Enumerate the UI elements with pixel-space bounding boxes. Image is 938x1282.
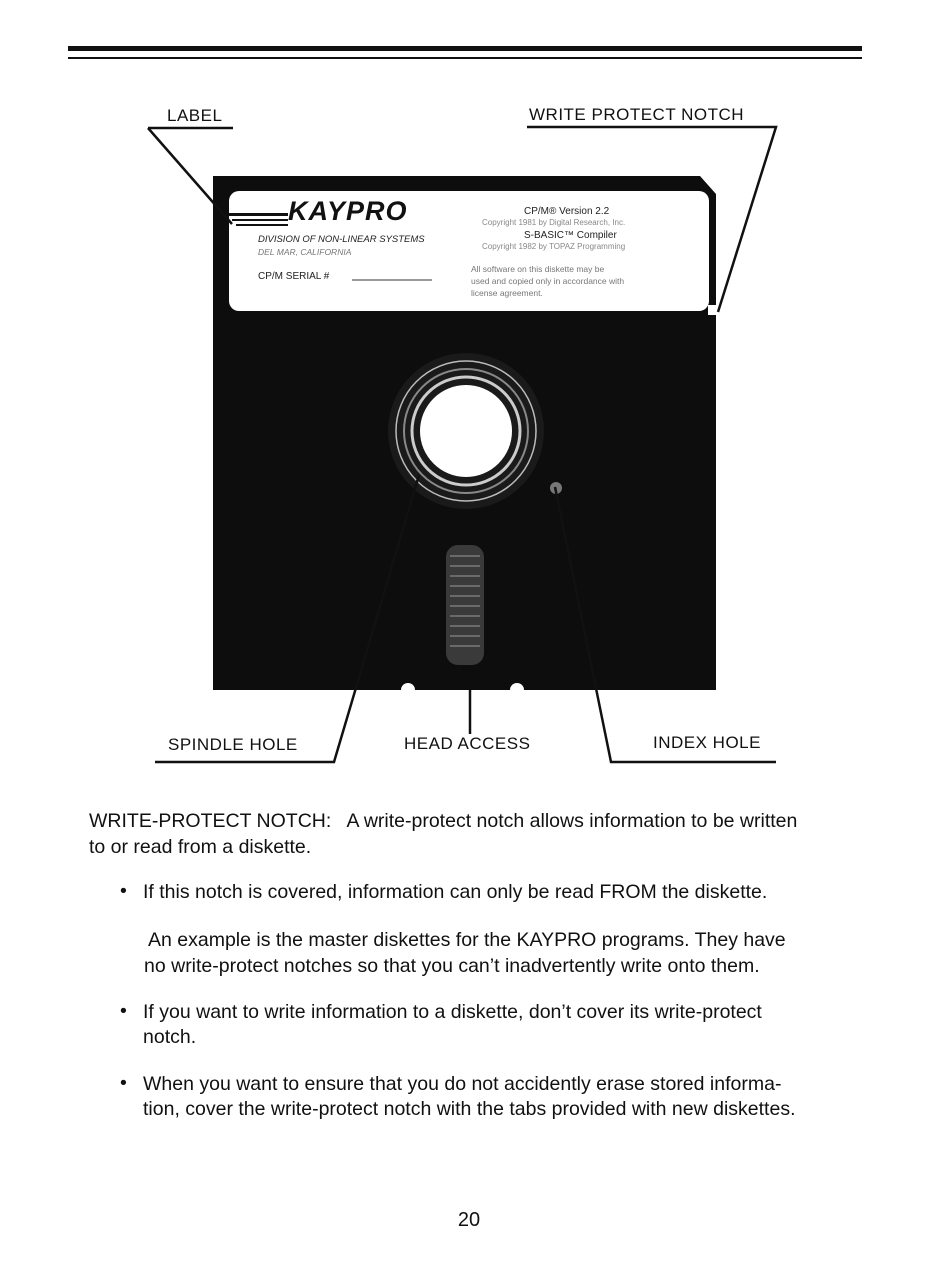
bullet-3-line-2: tion, cover the write-protect notch with the tabs provided with new diskettes.	[143, 1098, 796, 1120]
intro-line-1	[89, 809, 797, 834]
disk-notice-2: used and copied only in accordance with	[471, 276, 625, 286]
bullet-marker-2: •	[120, 1000, 127, 1022]
intro-line-2: to or read from a diskette.	[89, 836, 312, 858]
jacket-notch-left	[401, 683, 415, 697]
disk-serial-label: CP/M SERIAL #	[258, 271, 330, 282]
bullet-marker-1: •	[120, 880, 127, 902]
spindle-hole	[420, 385, 512, 477]
logo-speed-lines	[228, 213, 288, 216]
disk-copyright-2: Copyright 1982 by TOPAZ Programming	[482, 242, 626, 251]
example-line-2: no write-protect notches so that you can’t inadvertently write onto them.	[144, 955, 760, 977]
spindle-hole-caption: SPINDLE HOLE	[168, 735, 298, 754]
jacket-notch-right	[510, 683, 524, 697]
bullet-2-line-1: If you want to write information to a diskette, don’t cover its write-protect	[143, 1001, 762, 1023]
head-access-caption: HEAD ACCESS	[404, 734, 531, 753]
head-access-slot	[446, 545, 484, 665]
page-number: 20	[457, 1209, 481, 1231]
label-caption: LABEL	[167, 106, 223, 125]
bullet-2-line-2: notch.	[143, 1026, 197, 1048]
disk-sbasic-line: S-BASIC™ Compiler	[524, 230, 617, 241]
bullet-1-text: If this notch is covered, information can only be read FROM the diskette.	[143, 881, 768, 903]
disk-cpm-version: CP/M® Version 2.2	[524, 206, 610, 217]
kaypro-logo: KAYPRO	[288, 196, 408, 226]
disk-notice-3: license agreement.	[471, 288, 543, 298]
index-hole-caption: INDEX HOLE	[653, 733, 761, 752]
bullet-marker-3: •	[120, 1072, 127, 1094]
bullet-3-line-1: When you want to ensure that you do not accidently erase stored informa-	[143, 1073, 782, 1095]
write-protect-notch-caption: WRITE PROTECT NOTCH	[529, 105, 745, 124]
disk-notice-1: All software on this diskette may be	[471, 264, 605, 274]
example-line-1: An example is the master diskettes for the KAYPRO programs. They have	[148, 929, 786, 951]
intro-rest: A write-protect notch allows information to be written	[346, 810, 798, 832]
disk-copyright-1: Copyright 1981 by Digital Research, Inc.	[482, 218, 626, 227]
intro-term: WRITE-PROTECT NOTCH:	[89, 810, 332, 832]
disk-division-text: DIVISION OF NON-LINEAR SYSTEMS	[258, 234, 425, 245]
disk-location-text: DEL MAR, CALIFORNIA	[258, 247, 352, 257]
